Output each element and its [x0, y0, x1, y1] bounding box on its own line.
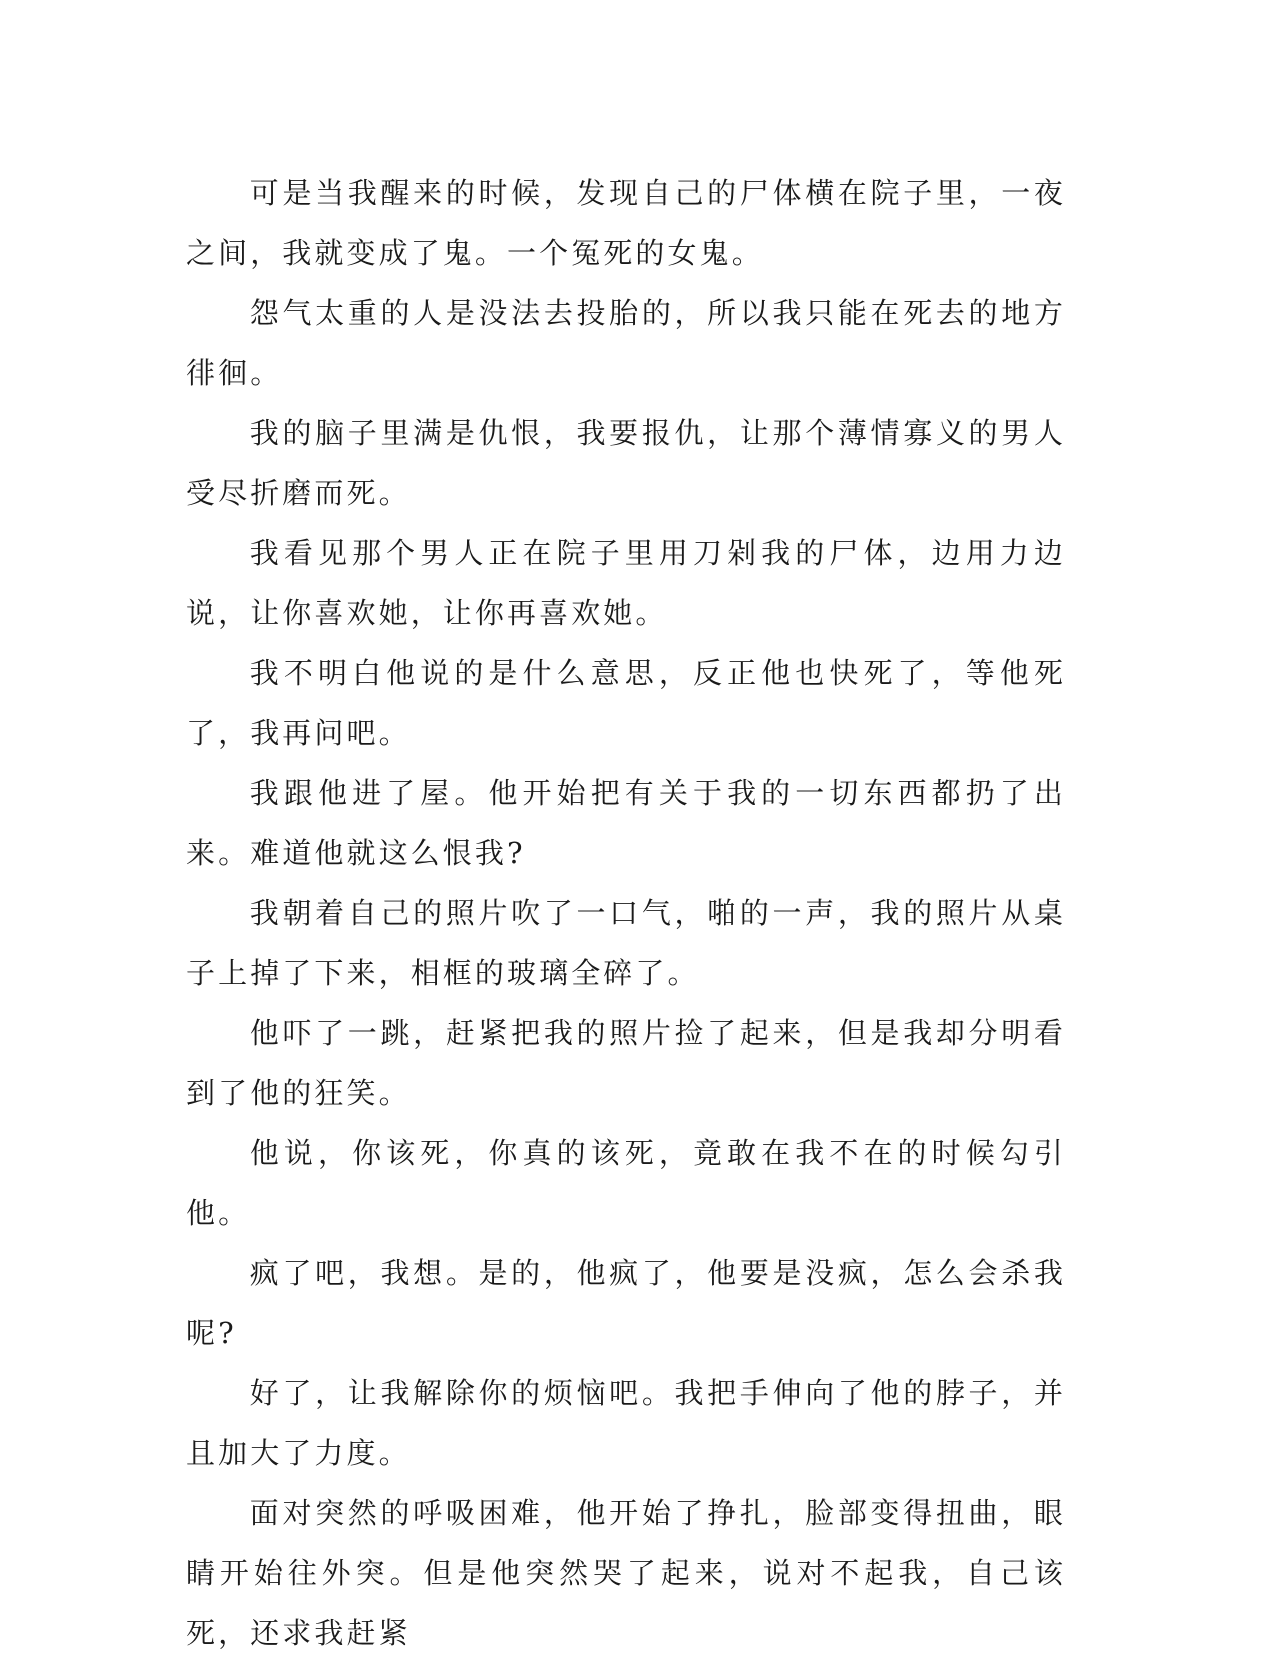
paragraph: 怨气太重的人是没法去投胎的，所以我只能在死去的地方徘徊。: [186, 296, 1066, 390]
paragraph: 面对突然的呼吸困难，他开始了挣扎，脸部变得扭曲，眼睛开始往外突。但是他突然哭了起来，说对不起我，自己该死，还求我赶紧: [186, 1496, 1066, 1650]
paragraph: 我跟他进了屋。他开始把有关于我的一切东西都扔了出来。难道他就这么恨我?: [186, 776, 1066, 870]
paragraph: 好了，让我解除你的烦恼吧。我把手伸向了他的脖子，并且加大了力度。: [186, 1376, 1066, 1470]
paragraph: 我的脑子里满是仇恨，我要报仇，让那个薄情寡义的男人受尽折磨而死。: [186, 416, 1066, 510]
paragraph: 可是当我醒来的时候，发现自己的尸体横在院子里，一夜之间，我就变成了鬼。一个冤死的女鬼。: [186, 176, 1066, 270]
paragraph: 我朝着自己的照片吹了一口气，啪的一声，我的照片从桌子上掉了下来，相框的玻璃全碎了。: [186, 896, 1066, 990]
paragraph: 他说，你该死，你真的该死，竟敢在我不在的时候勾引他。: [186, 1136, 1066, 1230]
paragraph: 我不明白他说的是什么意思，反正他也快死了，等他死了，我再问吧。: [186, 656, 1066, 750]
paragraph: 他吓了一跳，赶紧把我的照片捡了起来，但是我却分明看到了他的狂笑。: [186, 1016, 1066, 1110]
paragraph: 我看见那个男人正在院子里用刀剁我的尸体，边用力边说，让你喜欢她，让你再喜欢她。: [186, 536, 1066, 630]
paragraph: 疯了吧，我想。是的，他疯了，他要是没疯，怎么会杀我呢?: [186, 1256, 1066, 1350]
document-body: [186, 163, 1066, 1663]
